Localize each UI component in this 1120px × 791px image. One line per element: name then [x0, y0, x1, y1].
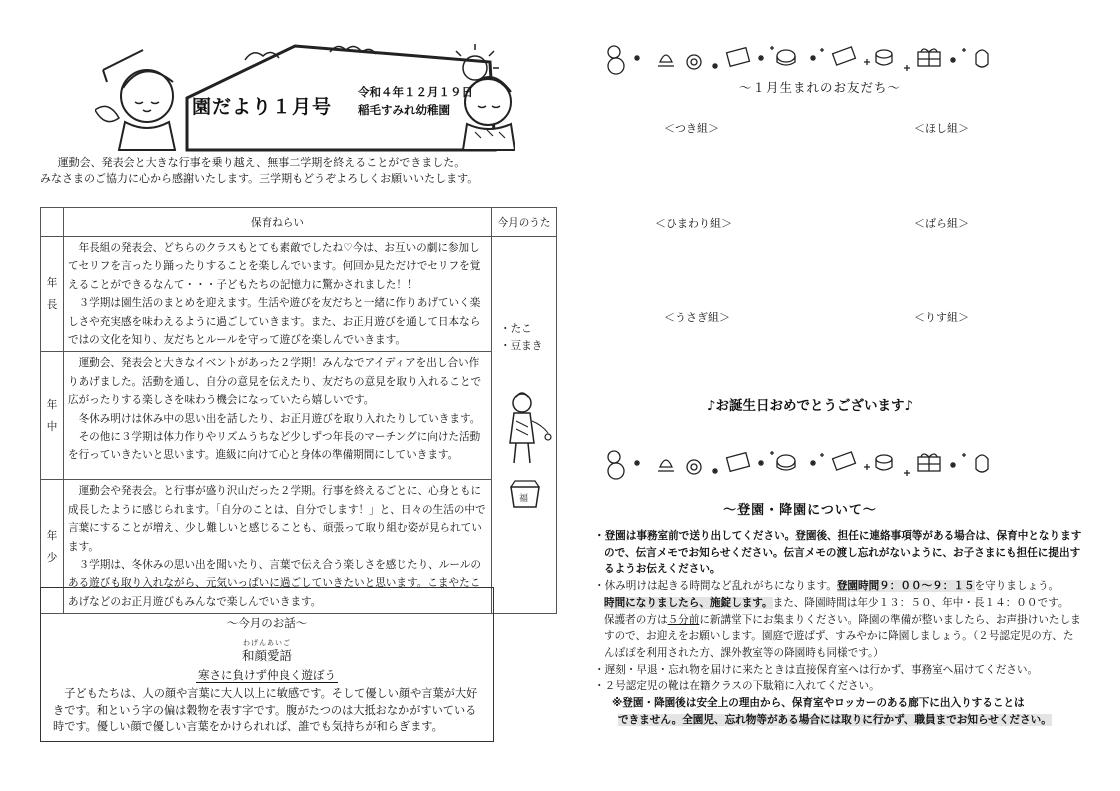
pickup-notes — [594, 528, 1084, 728]
group-name-middle: 年中 — [46, 398, 58, 433]
greeting-line-2: みなさまのご協力に心から感謝いたします。三学期もどうぞよろしくお願いいたします。 — [40, 172, 479, 185]
birthday-section-title: ～１月生まれのお友だち～ — [738, 80, 901, 95]
birthday-message: ♪お誕生日おめでとうございます♪ — [706, 398, 914, 414]
story-title: ～今月のお話～ — [226, 616, 308, 630]
class-label-bara: ＜ばら組＞ — [914, 217, 969, 230]
aim-cell — [64, 352, 492, 480]
aim-paragraph: ３学期は、冬休みの思い出を聞いたり、言葉で伝え合う楽しさを感じたり、ルールのある遊びも取り入れながら、元気いっぱいに過ごしていきたいと思います。こまやたこあげなどのお正月遊びもみんなで楽しんでいきます。 — [68, 559, 481, 608]
table-row — [41, 352, 557, 480]
warning-line-2-text: できません。全園児、忘れ物等がある場合には取りに行かず、職員までお知らせください。 — [618, 713, 1052, 726]
story-subtitle-text: 寒さに負けず仲良く遊ぼう — [198, 668, 336, 682]
story-word: 和顔愛語 — [241, 648, 292, 663]
drop-off-time: 登園時間９：００～９：１５ — [836, 580, 975, 593]
aim-paragraph: 運動会、発表会と大きなイベントがあった２学期！みんなでアイディアを出し合い作りあげました。活動を通し、自分の意見を伝えたり、友だちの意見を取り入れることで広がったりする楽しさを味わう機会になっていたら嬉しいです。 — [68, 357, 482, 407]
class-label-hoshi: ＜ほし組＞ — [914, 122, 969, 135]
note-item-2 — [594, 578, 1084, 662]
note-item-2-text: ・休み明けは起きる時間など乱れがちになります。 — [594, 580, 837, 593]
table-corner-cell — [41, 208, 64, 237]
winter-decoration-border-top — [600, 40, 1100, 76]
note-item-2-tail: を守りましょう。 — [974, 580, 1060, 593]
story-body: 子どもたちは、人の顔や言葉に大人以上に敏感です。そして優しい顔や言葉が大好きです。和という字の偏は穀物を表す字です。腹がたつのは大抵おなかがすいている時です。優しい顔で優しい言葉をかけられれば、誰でも気持ちが和らぎます。 — [53, 687, 478, 733]
class-label-risu: ＜りす組＞ — [914, 311, 969, 324]
song-list — [500, 321, 542, 355]
story-subtitle — [41, 667, 493, 683]
song-item: ・豆まき — [500, 340, 543, 352]
class-label-himawari: ＜ひまわり組＞ — [655, 217, 732, 230]
aim-paragraph: 年長組の発表会、どちらのクラスもとても素敵でしたね♡今は、お互いの劇に参加してセリフを言ったり踊ったりすることを楽しんでいます。何回か見ただけでセリフを覚えることができるなんて・・・子どもたちの記憶力に驚かされました！！ — [68, 242, 481, 291]
gathering-text: に新講堂下にお集まりください。降園の準備が整いましたら、お声掛けいたしますので、お迎えをお願いします。園庭で遊ばず、すみやかに降園しましょう。（２号認定児の方、たんぽぽを利用された方、課外教室等の降園時も同様です。） — [604, 613, 1081, 659]
song-column-header: 今月のうた — [492, 208, 557, 237]
five-minutes-before: ５分前 — [667, 613, 700, 626]
table-header-row — [41, 208, 557, 237]
issue-date: 令和４年１２月１９日 — [358, 85, 473, 99]
newsletter-title: 園だより１月号 — [192, 96, 333, 118]
aim-paragraph: その他に３学期は体力作りやリズムうちなど少しずつ年長のマーチングに向けた活動を行っていきたいと思います。進級に向けて心と身体の準備期間にしていきます。 — [68, 431, 481, 462]
monthly-story-box — [40, 587, 494, 742]
aim-column-header: 保育ねらい — [64, 208, 492, 237]
bean-box-icon — [508, 477, 542, 511]
aim-paragraph: ３学期は園生活のまとめを迎えます。生活や遊びを友だちと一緒に作りあげていく楽しさや充実感を味わえるように過ごしていきます。また、お正月遊びを通して日本ならではの文化を知り、友だちとルールを守って遊びを楽しんでいきます。 — [68, 297, 481, 347]
note-item-4: ・２号認定児の靴は在籍クラスの下駄箱に入れてください。 — [594, 680, 880, 693]
pickup-section-title: ～登園・降園について～ — [723, 503, 877, 518]
greeting-line-1: 運動会、発表会と大きな行事を乗り越え、無事二学期を終えることができました。 — [57, 156, 466, 169]
lock-notice: 時間になりましたら、施錠します。 — [604, 596, 773, 609]
pickup-time-text: また、降園時間は年少１３：５０、年中・長１４：００です。 — [772, 596, 1069, 609]
table-row — [41, 237, 557, 352]
monthly-aims-table — [40, 207, 557, 614]
song-item: ・たこ — [500, 323, 532, 335]
svg-text:福: 福 — [519, 494, 529, 504]
note-item-3: ・遅刻・早退・忘れ物を届けに来たときは直接保育室へは行かず、事務室へ届けてください。 — [594, 663, 1039, 676]
boy-character-icon — [95, 50, 175, 150]
school-name: 稲毛すみれ幼稚園 — [358, 103, 450, 117]
warning-line-1: ※登園・降園後は安全上の理由から、保育室やロッカーのある廊下に出入りすることは — [612, 697, 1025, 710]
aim-paragraph: 運動会や発表会。と行事が盛り沢山だった２学期。行事を終えるごとに、心身ともに成長したように感じられます。「自分のことは、自分でします！」と、日々の生活の中で言葉にすることが増え、少し難しいと感じることも、頑張って取り組む姿が見られています。 — [68, 485, 486, 553]
group-name-junior: 年少 — [46, 529, 58, 564]
song-cell — [492, 237, 557, 614]
group-name-senior: 年長 — [46, 277, 58, 312]
group-cell — [41, 237, 64, 352]
story-word-reading: わげんあいご — [243, 639, 291, 647]
kite-child-icon — [506, 387, 554, 467]
group-cell — [41, 352, 64, 480]
greeting-text — [40, 155, 510, 187]
class-label-tsuki: ＜つき組＞ — [664, 122, 719, 135]
aim-paragraph: 冬休み明けは休み中の思い出を話したり、お正月遊びを取り入れたりしていきます。 — [78, 412, 481, 425]
aim-cell — [64, 237, 492, 352]
note-item-1: ・登園は事務室前で送り出してください。登園後、担任に連絡事項等がある場合は、保育中となりますので、伝言メモでお知らせください。伝言メモの渡し忘れがないように、お子さまにも担任に提出するようお伝えください。 — [594, 530, 1082, 576]
winter-decoration-border-bottom — [600, 445, 1100, 481]
guardian-text: 保護者の方は — [604, 613, 668, 626]
class-label-usagi: ＜うさぎ組＞ — [664, 311, 730, 324]
warning-line-2 — [594, 712, 1084, 729]
